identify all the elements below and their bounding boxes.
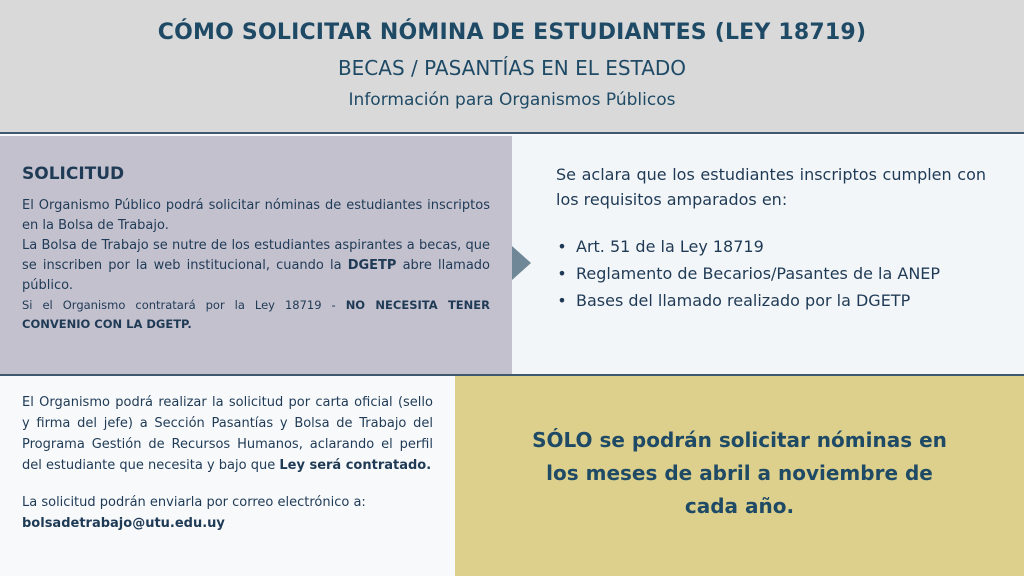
carta-panel [0, 376, 455, 576]
bullet-icon: • [557, 237, 567, 256]
bullet-icon: • [557, 291, 567, 310]
solicitud-paragraph-1: El Organismo Público podrá solicitar nóminas de estudiantes inscriptos en la Bolsa de Trabajo. [22, 198, 490, 233]
solicitud-panel [0, 136, 512, 374]
carta-p1-bold: Ley será contratado. [279, 458, 432, 473]
aclara-panel [512, 136, 1024, 374]
page-subtitle: BECAS / PASANTÍAS EN EL ESTADO [337, 56, 687, 80]
aclara-intro: Se aclara que los estudiantes inscriptos cumplen con los requisitos amparados en: [556, 165, 986, 209]
requisitos-list [556, 234, 986, 313]
solicitud-heading: SOLICITUD [22, 164, 125, 184]
carta-paragraph-2: La solicitud podrán enviarla por correo electrónico a: [22, 495, 366, 510]
list-item-text: Reglamento de Becarios/Pasantes de la ANEP [576, 264, 941, 283]
bullet-icon: • [557, 264, 567, 283]
solicitud-p3-bold: NO NECESITA TENER CONVENIO CON LA DGETP. [22, 298, 490, 331]
list-item [556, 234, 986, 259]
solicitud-p2-end: abre llamado público. [22, 258, 490, 293]
header [0, 0, 1024, 134]
solicitud-p2-text: La Bolsa de Trabajo se nutre de los estudiantes aspirantes a becas, que se inscriben por la web institucional, cuando la [22, 238, 490, 273]
solicitud-p2-bold: DGETP [347, 258, 397, 273]
solicitud-p3-text: Si el Organismo contratará por la Ley 18719 - [22, 298, 346, 312]
email-address: bolsadetrabajo@utu.edu.uy [22, 516, 225, 531]
page-title: CÓMO SOLICITAR NÓMINA DE ESTUDIANTES (LEY 18719) [157, 20, 867, 45]
carta-paragraph-1 [22, 392, 433, 476]
solicitud-paragraph-3 [22, 296, 490, 334]
list-item-text: Art. 51 de la Ley 18719 [576, 237, 764, 256]
page-info: Información para Organismos Públicos [348, 90, 676, 110]
solicitud-paragraph-2 [22, 236, 490, 296]
list-item [556, 288, 986, 313]
list-item-text: Bases del llamado realizado por la DGETP [576, 291, 911, 310]
meses-panel [455, 376, 1024, 576]
carta-p1-text: El Organismo podrá realizar la solicitud por carta oficial (sello y firma del jefe) a Sección Pasantías y Bolsa de Trabajo del Programa Gestión de Recursos Humanos, aclarando el perfil del estudiante que necesita y bajo que [22, 395, 433, 473]
meses-message: SÓLO se podrán solicitar nóminas en los meses de abril a noviembre de cada año. [532, 427, 947, 518]
list-item [556, 261, 986, 286]
arrow-right-icon [512, 246, 531, 280]
